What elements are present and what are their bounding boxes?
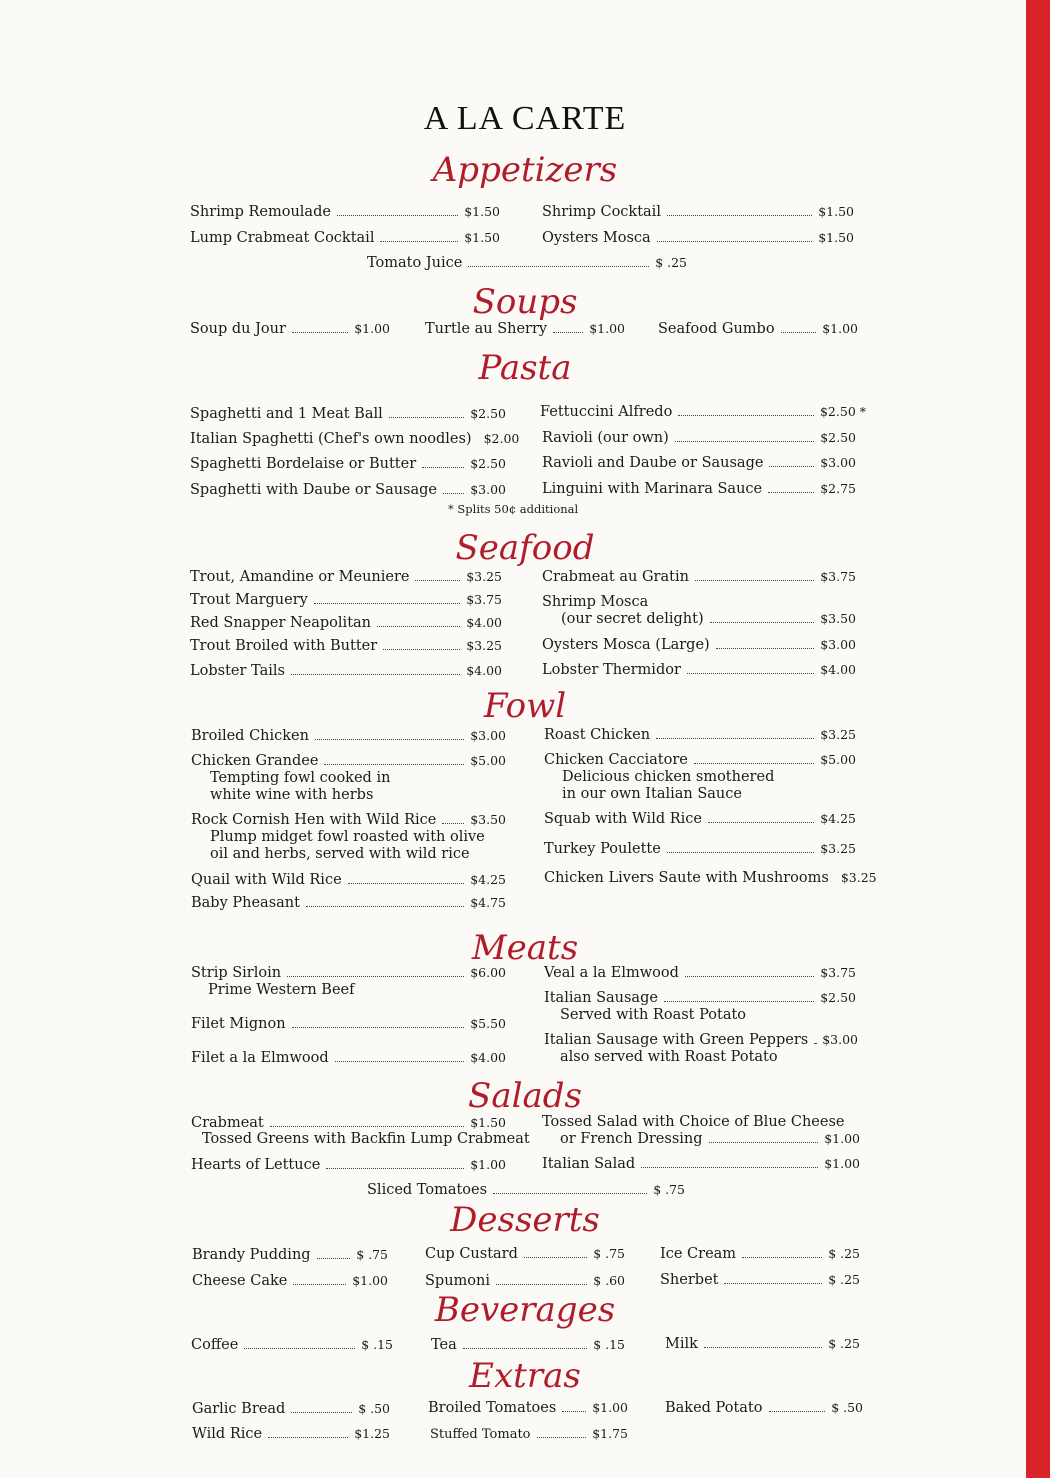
item-description: Served with Roast Potato [560, 1007, 747, 1023]
menu-item: Crabmeat $1.50 [191, 1115, 506, 1131]
menu-item: Broiled Chicken $3.00 [191, 728, 506, 744]
menu-item: Hearts of Lettuce $1.00 [191, 1157, 506, 1173]
menu-item: Lobster Tails $4.00 [190, 663, 502, 679]
item-description: Prime Western Beef [208, 982, 355, 998]
menu-item: Spaghetti Bordelaise or Butter $2.50 [190, 456, 506, 472]
menu-item: Filet Mignon $5.50 [191, 1016, 506, 1032]
menu-item: Coffee $ .15 [191, 1337, 393, 1353]
menu-item: Squab with Wild Rice $4.25 [544, 811, 856, 827]
heading-soups: Soups [472, 282, 578, 322]
menu-item: Tea $ .15 [431, 1337, 625, 1353]
menu-item: Red Snapper Neapolitan $4.00 [190, 615, 502, 631]
menu-item: Spaghetti and 1 Meat Ball $2.50 [190, 406, 506, 422]
menu-item: Brandy Pudding $ .75 [192, 1247, 388, 1263]
menu-item: Ravioli and Daube or Sausage $3.00 [542, 455, 856, 471]
item-description: oil and herbs, served with wild rice [210, 846, 470, 862]
item-description: also served with Roast Potato [560, 1049, 778, 1065]
menu-item: Cup Custard $ .75 [425, 1246, 625, 1262]
item-description: Tossed Greens with Backfin Lump Crabmeat [202, 1131, 530, 1147]
menu-item: Turtle au Sherry $1.00 [425, 321, 625, 337]
menu-item: Chicken Cacciatore $5.00 [544, 752, 856, 768]
menu-item-name: Tossed Salad with Choice of Blue Cheese [542, 1114, 845, 1130]
menu-item: Sliced Tomatoes $ .75 [367, 1182, 685, 1198]
menu-item: Linguini with Marinara Sauce $2.75 [542, 481, 856, 497]
menu-item: Italian Spaghetti (Chef's own noodles) $2.00 [190, 431, 520, 447]
menu-item: Spaghetti with Daube or Sausage $3.00 [190, 482, 506, 498]
menu-item: Veal a la Elmwood $3.75 [544, 965, 856, 981]
menu-item: Lobster Thermidor $4.00 [542, 662, 856, 678]
item-description: Plump midget fowl roasted with olive [210, 829, 485, 845]
menu-item: Baby Pheasant $4.75 [191, 895, 506, 911]
menu-item: Strip Sirloin $6.00 [191, 965, 506, 981]
splits-note: * Splits 50¢ additional [448, 502, 579, 516]
menu-item: (our secret delight) $3.50 [561, 611, 856, 627]
menu-item: Turkey Poulette $3.25 [544, 841, 856, 857]
heading-appetizers: Appetizers [432, 150, 618, 190]
menu-item: Ravioli (our own) $2.50 [542, 430, 856, 446]
menu-item-name: Shrimp Mosca [542, 594, 649, 610]
heading-seafood: Seafood [455, 528, 595, 568]
menu-item: Milk $ .25 [665, 1336, 860, 1352]
menu-item: Lump Crabmeat Cocktail $1.50 [190, 230, 500, 246]
menu-item: Broiled Tomatoes $1.00 [428, 1400, 628, 1416]
menu-item: Garlic Bread $ .50 [192, 1401, 390, 1417]
menu-item: Soup du Jour $1.00 [190, 321, 390, 337]
heading-extras: Extras [469, 1356, 581, 1396]
menu-item: Chicken Livers Saute with Mushrooms $3.25 [544, 870, 877, 886]
menu-item: Sherbet $ .25 [660, 1272, 860, 1288]
menu-item: Ice Cream $ .25 [660, 1246, 860, 1262]
heading-fowl: Fowl [483, 686, 567, 726]
heading-meats: Meats [471, 928, 579, 968]
menu-item: Tomato Juice $ .25 [367, 255, 687, 271]
menu-item: Crabmeat au Gratin $3.75 [542, 569, 856, 585]
menu-item: Italian Sausage with Green Peppers $3.00 [544, 1032, 858, 1048]
menu-item: Spumoni $ .60 [425, 1273, 625, 1289]
item-description: in our own Italian Sauce [562, 786, 742, 802]
menu-item: Oysters Mosca (Large) $3.00 [542, 637, 856, 653]
item-description: white wine with herbs [210, 787, 374, 803]
menu-item: Trout Broiled with Butter $3.25 [190, 638, 502, 654]
menu-item: Rock Cornish Hen with Wild Rice $3.50 [191, 812, 506, 828]
menu-item: Italian Salad $1.00 [542, 1156, 860, 1172]
heading-salads: Salads [468, 1076, 582, 1116]
menu-item: Wild Rice $1.25 [192, 1426, 390, 1442]
menu-item: Seafood Gumbo $1.00 [658, 321, 858, 337]
menu-item: Cheese Cake $1.00 [192, 1273, 388, 1289]
menu-item: Oysters Mosca $1.50 [542, 230, 854, 246]
heading-pasta: Pasta [478, 348, 572, 388]
menu-item: Roast Chicken $3.25 [544, 727, 856, 743]
menu-item: Filet a la Elmwood $4.00 [191, 1050, 506, 1066]
menu-item: Trout Marguery $3.75 [190, 592, 502, 608]
menu-item: Chicken Grandee $5.00 [191, 753, 506, 769]
menu-item: Quail with Wild Rice $4.25 [191, 872, 506, 888]
item-description: Tempting fowl cooked in [210, 770, 391, 786]
menu-item: Baked Potato $ .50 [665, 1400, 863, 1416]
menu-item: Shrimp Cocktail $1.50 [542, 204, 854, 220]
menu-item: Italian Sausage $2.50 [544, 990, 856, 1006]
menu-item: Trout, Amandine or Meuniere $3.25 [190, 569, 502, 585]
menu-title: A LA CARTE [423, 100, 627, 137]
item-description: Delicious chicken smothered [562, 769, 775, 785]
menu-item: Fettuccini Alfredo $2.50 * [540, 404, 866, 420]
menu-item: Shrimp Remoulade $1.50 [190, 204, 500, 220]
menu-item: Stuffed Tomato $1.75 [430, 1426, 628, 1442]
menu-item: or French Dressing $1.00 [560, 1131, 860, 1147]
heading-beverages: Beverages [434, 1290, 616, 1330]
heading-desserts: Desserts [450, 1200, 600, 1240]
